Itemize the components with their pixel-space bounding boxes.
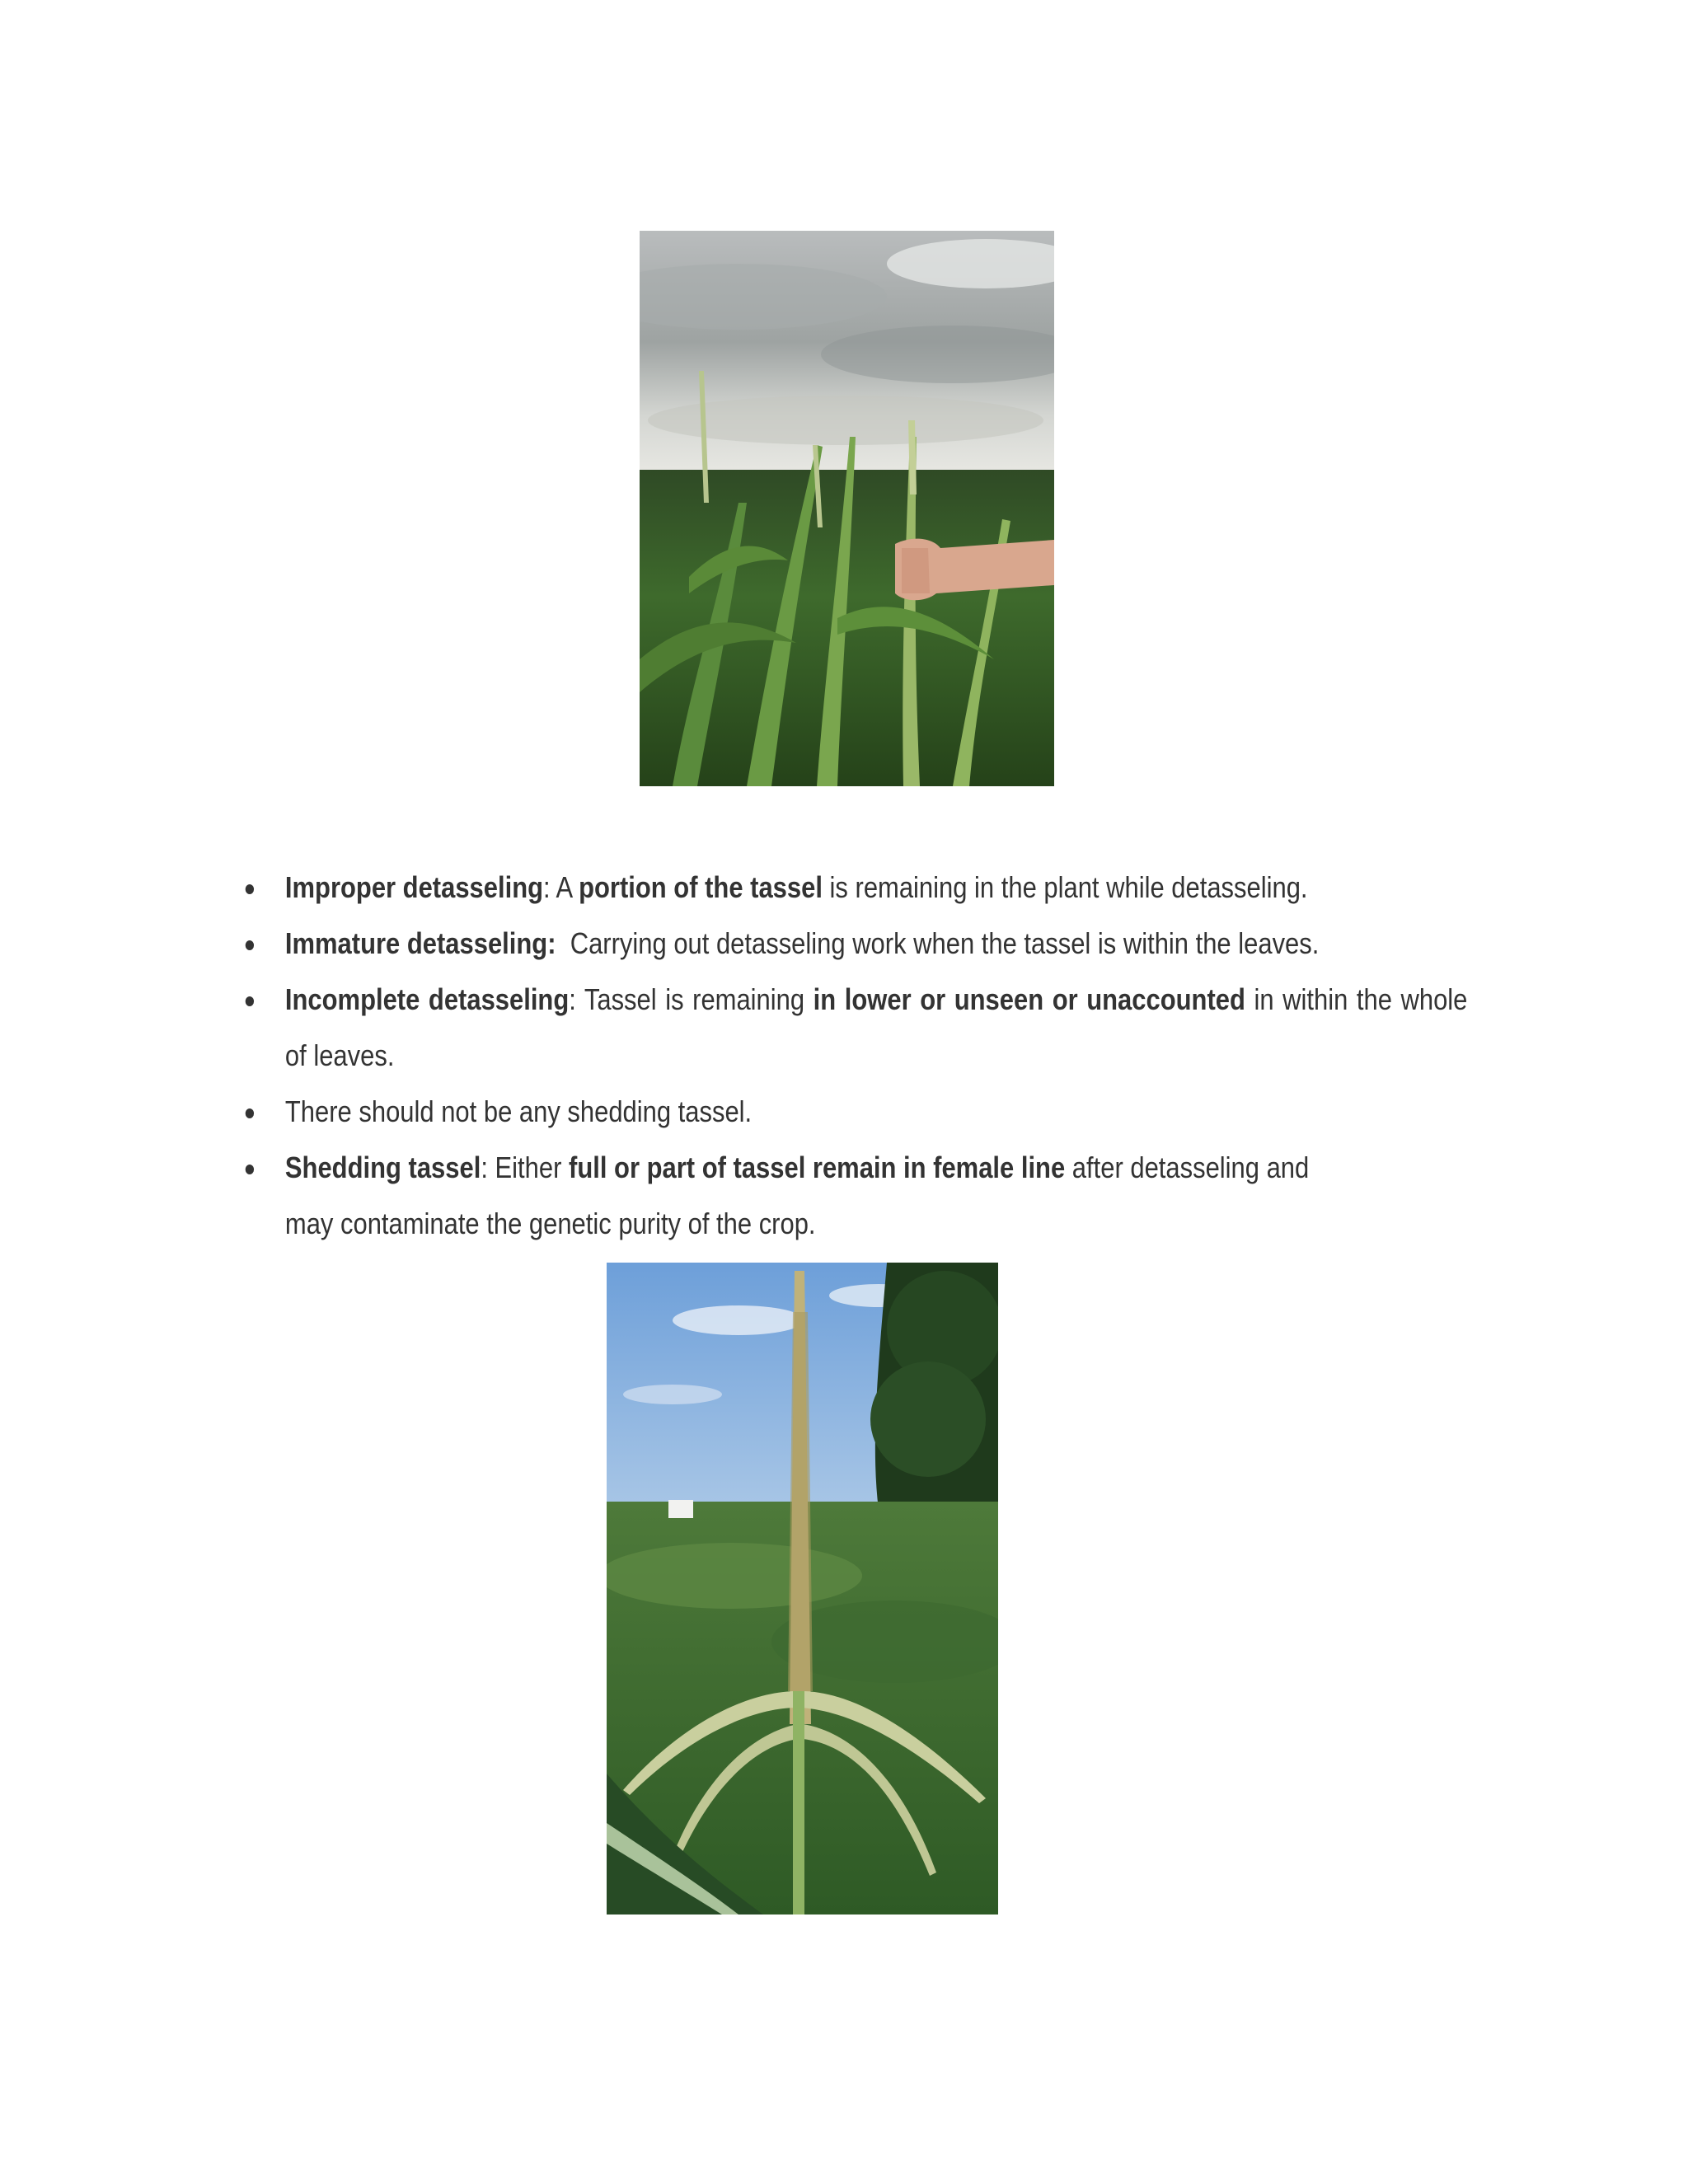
text-fragment: in within the whole of leaves. [284, 982, 1468, 1072]
emphasis-text: full or part of tassel remain in female line [569, 1151, 1066, 1184]
term-improper-detasseling: Improper detasseling [284, 870, 544, 904]
text-fragment: Carrying out detasseling work when the tassel is within the leaves. [556, 926, 1320, 960]
cornfield-detasseling-photo [640, 231, 1054, 786]
detasseling-bullet-list [239, 860, 1467, 1252]
emphasis-text: portion of the tassel [579, 870, 823, 904]
text-fragment: is remaining in the plant while detasseling. [822, 870, 1308, 904]
list-item [239, 860, 1467, 916]
emphasis-text: in lower or unseen or unaccounted [813, 982, 1245, 1016]
text-fragment: may contaminate the genetic purity of the crop. [284, 1207, 816, 1240]
list-item [239, 916, 1467, 972]
list-item [239, 1140, 1467, 1252]
text-fragment: after detasseling and [1065, 1151, 1310, 1184]
term-immature-detasseling: Immature detasseling: [284, 926, 556, 960]
cornfield-photo-graphic [640, 231, 1054, 786]
tassel-photo-graphic [607, 1263, 998, 1915]
text-fragment: : Either [481, 1151, 570, 1184]
term-incomplete-detasseling: Incomplete detasseling [284, 982, 570, 1016]
text-fragment: There should not be any shedding tassel. [284, 1094, 753, 1128]
list-item [239, 972, 1467, 1084]
text-fragment: : Tassel is remaining [569, 982, 814, 1016]
text-fragment: : A [543, 870, 579, 904]
list-item [239, 1084, 1467, 1140]
shedding-corn-tassel-photo [607, 1263, 998, 1915]
term-shedding-tassel: Shedding tassel [284, 1151, 481, 1184]
